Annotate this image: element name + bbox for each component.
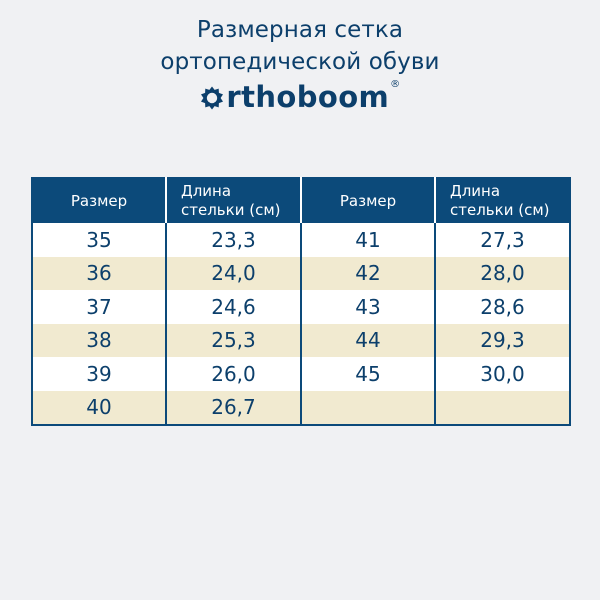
header-length-label-line-2: стельки (см) bbox=[181, 201, 281, 219]
table-row bbox=[32, 290, 570, 324]
size-cell bbox=[301, 391, 435, 426]
table-row bbox=[32, 223, 570, 257]
size-cell: 45 bbox=[301, 357, 435, 391]
header-length-label-line-2: стельки (см) bbox=[450, 201, 550, 219]
length-cell: 24,0 bbox=[166, 257, 301, 291]
size-cell: 39 bbox=[32, 357, 166, 391]
length-cell: 28,6 bbox=[435, 290, 570, 324]
table-row bbox=[32, 391, 570, 426]
table-row bbox=[32, 357, 570, 391]
table-row bbox=[32, 324, 570, 358]
header-size-left: Размер bbox=[32, 178, 166, 223]
length-cell bbox=[435, 391, 570, 426]
length-cell: 23,3 bbox=[166, 223, 301, 257]
header-size-right: Размер bbox=[301, 178, 435, 223]
table-row bbox=[32, 257, 570, 291]
size-cell: 37 bbox=[32, 290, 166, 324]
length-cell: 28,0 bbox=[435, 257, 570, 291]
size-chart-table bbox=[31, 177, 571, 426]
header-length-right bbox=[435, 178, 570, 223]
brand-logo bbox=[199, 80, 400, 114]
page-title-line-1: Размерная сетка bbox=[196, 17, 404, 43]
header-length-label-line-1: Длина bbox=[450, 182, 501, 200]
length-cell: 27,3 bbox=[435, 223, 570, 257]
length-cell: 25,3 bbox=[166, 324, 301, 358]
length-cell: 26,0 bbox=[166, 357, 301, 391]
length-cell: 30,0 bbox=[435, 357, 570, 391]
size-cell: 40 bbox=[32, 391, 166, 426]
size-cell: 44 bbox=[301, 324, 435, 358]
size-cell: 41 bbox=[301, 223, 435, 257]
size-cell: 42 bbox=[301, 257, 435, 291]
header-length-left bbox=[166, 178, 301, 223]
length-cell: 29,3 bbox=[435, 324, 570, 358]
orthoboom-logo-o-icon bbox=[199, 85, 225, 111]
header bbox=[0, 14, 600, 114]
length-cell: 24,6 bbox=[166, 290, 301, 324]
brand-name: rthoboom bbox=[226, 80, 390, 114]
size-cell: 35 bbox=[32, 223, 166, 257]
page-title-line-2: ортопедической обуви bbox=[160, 49, 440, 75]
table-header-row bbox=[32, 178, 570, 223]
size-cell: 38 bbox=[32, 324, 166, 358]
size-cell: 36 bbox=[32, 257, 166, 291]
size-cell: 43 bbox=[301, 290, 435, 324]
length-cell: 26,7 bbox=[166, 391, 301, 426]
registered-mark: ® bbox=[390, 79, 401, 90]
header-length-label-line-1: Длина bbox=[181, 182, 232, 200]
